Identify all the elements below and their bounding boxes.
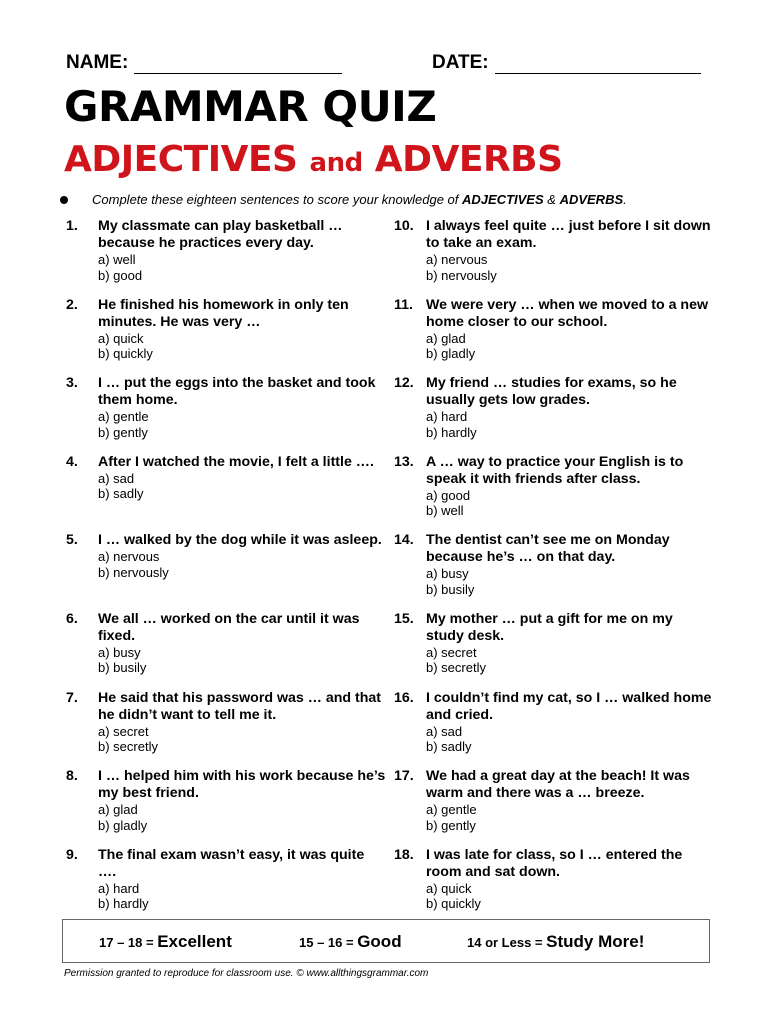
date-label: DATE: — [432, 52, 489, 73]
subtitle-adjectives: ADJECTIVES — [64, 139, 298, 180]
question-number: 15. — [394, 610, 414, 627]
question-text: The final exam wasn’t easy, it was quite …. — [98, 846, 365, 880]
score-excellent — [99, 932, 232, 952]
option-a[interactable]: a) busy — [98, 644, 141, 660]
name-field[interactable] — [66, 52, 342, 74]
question-number: 17. — [394, 768, 414, 785]
scoring-box — [62, 919, 710, 963]
question-number: 1. — [66, 218, 78, 234]
option-b[interactable]: b) gladly — [98, 817, 148, 833]
name-blank-line[interactable] — [134, 54, 342, 74]
question-item — [394, 532, 714, 611]
instructions-before: Complete these eighteen sentences to score your knowledge of — [92, 192, 463, 207]
page-subtitle — [64, 138, 563, 185]
question-item — [66, 375, 386, 454]
question-text: My classmate can play basketball … because he practices every day. — [98, 218, 343, 251]
subtitle-adverbs: ADVERBS — [374, 139, 563, 180]
question-text: I … walked by the dog while it was asleep. — [98, 532, 382, 549]
question-item — [66, 454, 386, 533]
score-range: 17 – 18 = — [99, 935, 158, 950]
score-range: 15 – 16 = — [299, 935, 358, 950]
footer-permission: Permission granted to reproduce for classroom use. © www.allthingsgrammar.com — [64, 968, 429, 979]
question-text: A … way to practice your English is to speak it with friends after class. — [426, 453, 684, 487]
name-label: NAME: — [66, 52, 129, 73]
option-b[interactable]: b) sadly — [426, 739, 472, 755]
question-text: We all … worked on the car until it was fixed. — [98, 610, 360, 644]
option-a[interactable]: a) secret — [426, 644, 477, 660]
question-number: 3. — [66, 375, 78, 392]
question-number: 8. — [66, 768, 78, 785]
question-number: 7. — [66, 689, 78, 706]
option-a[interactable]: a) busy — [426, 566, 469, 582]
question-number: 6. — [66, 610, 78, 627]
option-b[interactable]: b) hardly — [98, 896, 149, 912]
question-number: 2. — [66, 296, 78, 313]
option-a[interactable]: a) sad — [98, 470, 135, 486]
option-a[interactable]: a) glad — [426, 330, 466, 346]
question-number: 5. — [66, 532, 78, 549]
question-text: My mother … put a gift for me on my study desk. — [426, 610, 673, 644]
question-text: I … helped him with his work because he’s my best friend. — [98, 768, 386, 802]
question-number: 16. — [394, 689, 414, 706]
questions-left-column — [66, 218, 386, 925]
question-item — [66, 768, 386, 847]
question-item — [394, 847, 714, 926]
question-text: I always feel quite … just before I sit down to take an exam. — [426, 218, 711, 251]
question-item — [66, 297, 386, 376]
option-b[interactable]: b) hardly — [426, 424, 477, 440]
option-b[interactable]: b) good — [98, 267, 143, 283]
question-text: He finished his homework in only ten minutes. He was very … — [98, 296, 349, 330]
option-b[interactable]: b) nervously — [98, 564, 169, 580]
option-a[interactable]: a) sad — [426, 723, 463, 739]
question-item — [66, 218, 386, 297]
questions-right-column — [394, 218, 714, 925]
question-item — [394, 454, 714, 533]
question-item — [394, 218, 714, 297]
question-number: 18. — [394, 846, 414, 863]
option-a[interactable]: a) glad — [98, 802, 138, 818]
bullet-icon — [60, 196, 68, 204]
option-a[interactable]: a) well — [98, 252, 136, 267]
question-number: 10. — [394, 218, 414, 234]
question-text: The dentist can’t see me on Monday because he’s … on that day. — [426, 532, 670, 566]
option-b[interactable]: b) busily — [426, 581, 475, 597]
score-label: Study More! — [546, 932, 645, 951]
option-b[interactable]: b) secretly — [426, 660, 486, 676]
option-b[interactable]: b) quickly — [426, 896, 481, 912]
question-item — [66, 611, 386, 690]
subtitle-and: and — [309, 148, 363, 178]
question-text: I couldn’t find my cat, so I … walked home and cried. — [426, 689, 712, 723]
option-b[interactable]: b) well — [426, 503, 464, 519]
question-number: 4. — [66, 453, 78, 470]
option-a[interactable]: a) good — [426, 487, 471, 503]
page-title: GRAMMAR QUIZ — [64, 82, 437, 131]
date-blank-line[interactable] — [495, 54, 701, 74]
instructions-after: . — [623, 192, 627, 207]
question-number: 11. — [394, 296, 413, 313]
option-a[interactable]: a) quick — [426, 880, 472, 896]
option-b[interactable]: b) quickly — [98, 346, 153, 362]
question-number: 9. — [66, 846, 78, 863]
option-b[interactable]: b) gently — [98, 424, 148, 440]
instructions — [60, 192, 720, 207]
instructions-amp: & — [543, 192, 560, 207]
option-a[interactable]: a) nervous — [98, 549, 160, 565]
question-item — [394, 690, 714, 769]
option-b[interactable]: b) gladly — [426, 346, 476, 362]
option-a[interactable]: a) gentle — [426, 802, 477, 818]
question-item — [66, 847, 386, 926]
question-text: After I watched the movie, I felt a little …. — [98, 453, 374, 470]
option-a[interactable]: a) hard — [426, 409, 468, 425]
question-text: He said that his password was … and that he didn’t want to tell me it. — [98, 689, 382, 723]
question-item — [394, 768, 714, 847]
question-number: 12. — [394, 375, 414, 392]
score-label: Excellent — [157, 932, 232, 951]
question-text: We were very … when we moved to a new home closer to our school. — [426, 296, 709, 330]
question-item — [394, 297, 714, 376]
question-text: I was late for class, so I … entered the room and sat down. — [426, 846, 683, 880]
question-item — [394, 611, 714, 690]
option-a[interactable]: a) secret — [98, 723, 149, 739]
question-text: My friend … studies for exams, so he usually gets low grades. — [426, 375, 677, 409]
question-item — [66, 690, 386, 769]
option-b[interactable]: b) gently — [426, 817, 476, 833]
option-a[interactable]: a) nervous — [426, 252, 488, 267]
instructions-term-adjectives: ADJECTIVES — [462, 192, 544, 207]
score-range: 14 or Less = — [467, 935, 547, 950]
option-a[interactable]: a) gentle — [98, 409, 149, 425]
option-b[interactable]: b) secretly — [98, 739, 158, 755]
question-item — [66, 532, 386, 611]
option-a[interactable]: a) hard — [98, 880, 140, 896]
instructions-term-adverbs: ADVERBS — [559, 192, 624, 207]
question-text: We had a great day at the beach! It was warm and there was a … breeze. — [426, 768, 690, 802]
date-field[interactable] — [432, 52, 701, 74]
question-number: 14. — [394, 532, 414, 549]
score-good — [299, 932, 402, 952]
option-b[interactable]: b) nervously — [426, 267, 497, 283]
question-text: I … put the eggs into the basket and took them home. — [98, 375, 376, 409]
option-a[interactable]: a) quick — [98, 330, 144, 346]
option-b[interactable]: b) sadly — [98, 486, 144, 502]
question-number: 13. — [394, 453, 414, 470]
score-study-more — [467, 932, 644, 952]
question-item — [394, 375, 714, 454]
score-label: Good — [357, 932, 402, 951]
option-b[interactable]: b) busily — [98, 660, 147, 676]
